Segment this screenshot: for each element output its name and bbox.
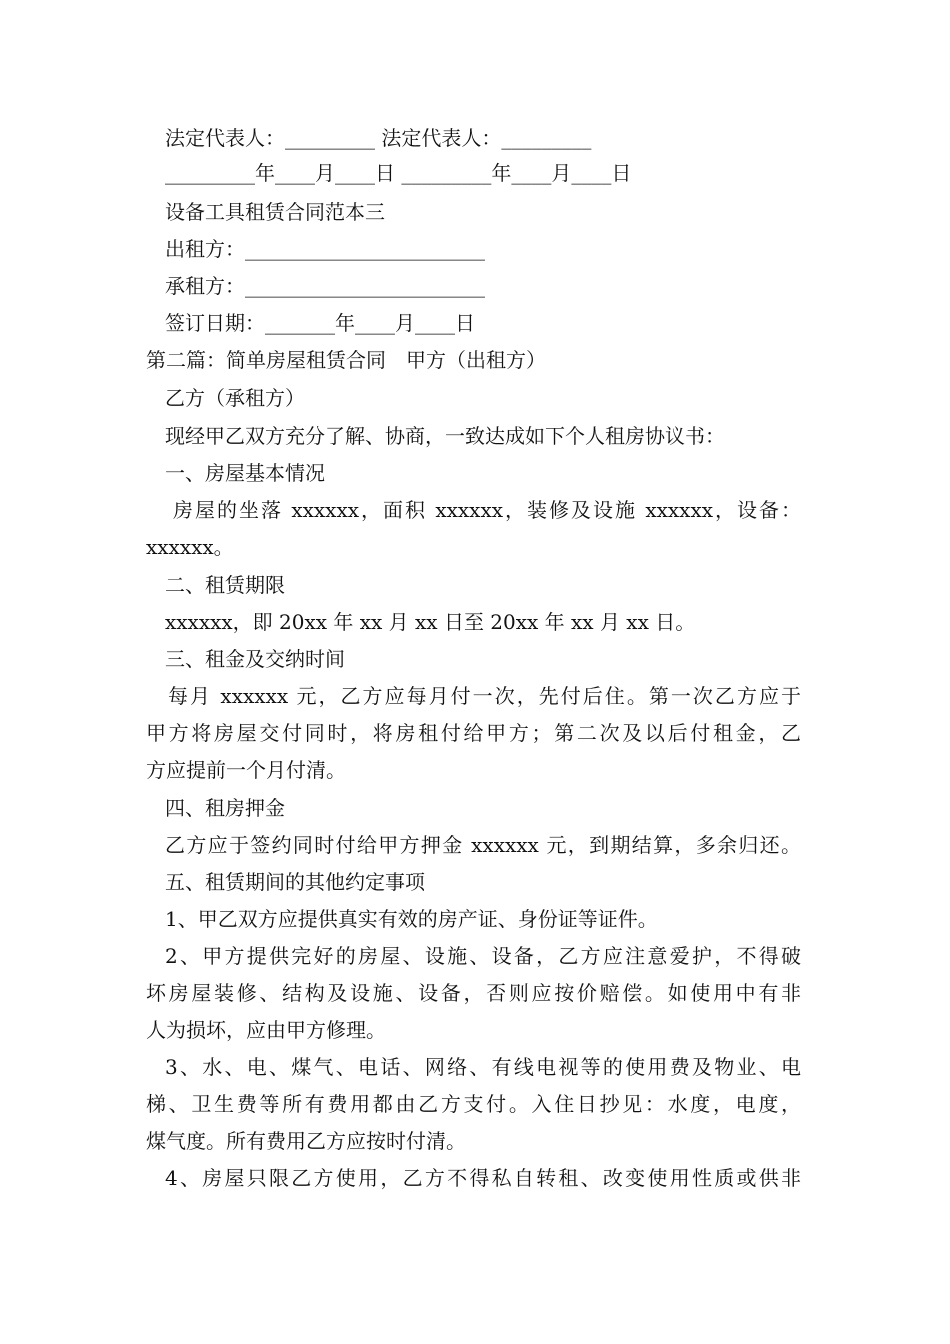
template3-title: 设备工具租赁合同范本三 (165, 200, 385, 224)
item-1: 1、甲乙双方应提供真实有效的房产证、身份证等证件。 (165, 907, 658, 931)
part2-heading: 第二篇：简单房屋租赁合同 甲方（出租方） (146, 348, 546, 372)
item-3-line-3: 煤气度。所有费用乙方应按时付清。 (146, 1129, 466, 1153)
item-3-line-1: 3、水、电、煤气、电话、网络、有线电视等的使用费及物业、电 (165, 1055, 801, 1079)
item-2-line-3: 人为损坏，应由甲方修理。 (146, 1018, 386, 1042)
section-4-title: 四、租房押金 (165, 796, 285, 820)
item-2-line-1: 2、甲方提供完好的房屋、设施、设备，乙方应注意爱护，不得破 (165, 944, 801, 968)
sign-date-line: 签订日期：_______年____月____日 (165, 311, 475, 335)
section-3-title: 三、租金及交纳时间 (165, 647, 345, 671)
section-3-body-line-3: 方应提前一个月付清。 (146, 758, 346, 782)
lessee-line: 承租方：________________________ (165, 274, 485, 298)
legal-representative-line: 法定代表人：_________ 法定代表人：_________ (165, 126, 592, 150)
signature-date-line: _________年____月____日 _________年____月____日 (165, 161, 632, 185)
section-3-body-line-1: 每月 xxxxxx 元，乙方应每月付一次，先付后住。第一次乙方应于 (168, 684, 801, 708)
section-2-body: xxxxxx，即 20xx 年 xx 月 xx 日至 20xx 年 xx 月 xx 日。 (165, 610, 696, 634)
section-2-title: 二、租赁期限 (165, 573, 285, 597)
section-4-body: 乙方应于签约同时付给甲方押金 xxxxxx 元，到期结算，多余归还。 (165, 833, 801, 857)
preamble: 现经甲乙双方充分了解、协商，一致达成如下个人租房协议书： (165, 424, 725, 448)
section-5-title: 五、租赁期间的其他约定事项 (165, 870, 425, 894)
item-2-line-2: 坏房屋装修、结构及设施、设备，否则应按价赔偿。如使用中有非 (146, 981, 801, 1005)
section-1-body-line-2: xxxxxx。 (146, 535, 234, 559)
party-b-line: 乙方（承租方） (165, 386, 305, 410)
item-4-line-1: 4、房屋只限乙方使用，乙方不得私自转租、改变使用性质或供非 (165, 1166, 801, 1190)
section-3-body-line-2: 甲方将房屋交付同时，将房租付给甲方；第二次及以后付租金，乙 (146, 721, 801, 745)
lessor-line: 出租方：________________________ (165, 237, 485, 261)
item-3-line-2: 梯、卫生费等所有费用都由乙方支付。入住日抄见：水度，电度， (146, 1092, 801, 1116)
section-1-body-line-1: 房屋的坐落 xxxxxx，面积 xxxxxx，装修及设施 xxxxxx，设备： (173, 498, 801, 522)
section-1-title: 一、房屋基本情况 (165, 461, 325, 485)
